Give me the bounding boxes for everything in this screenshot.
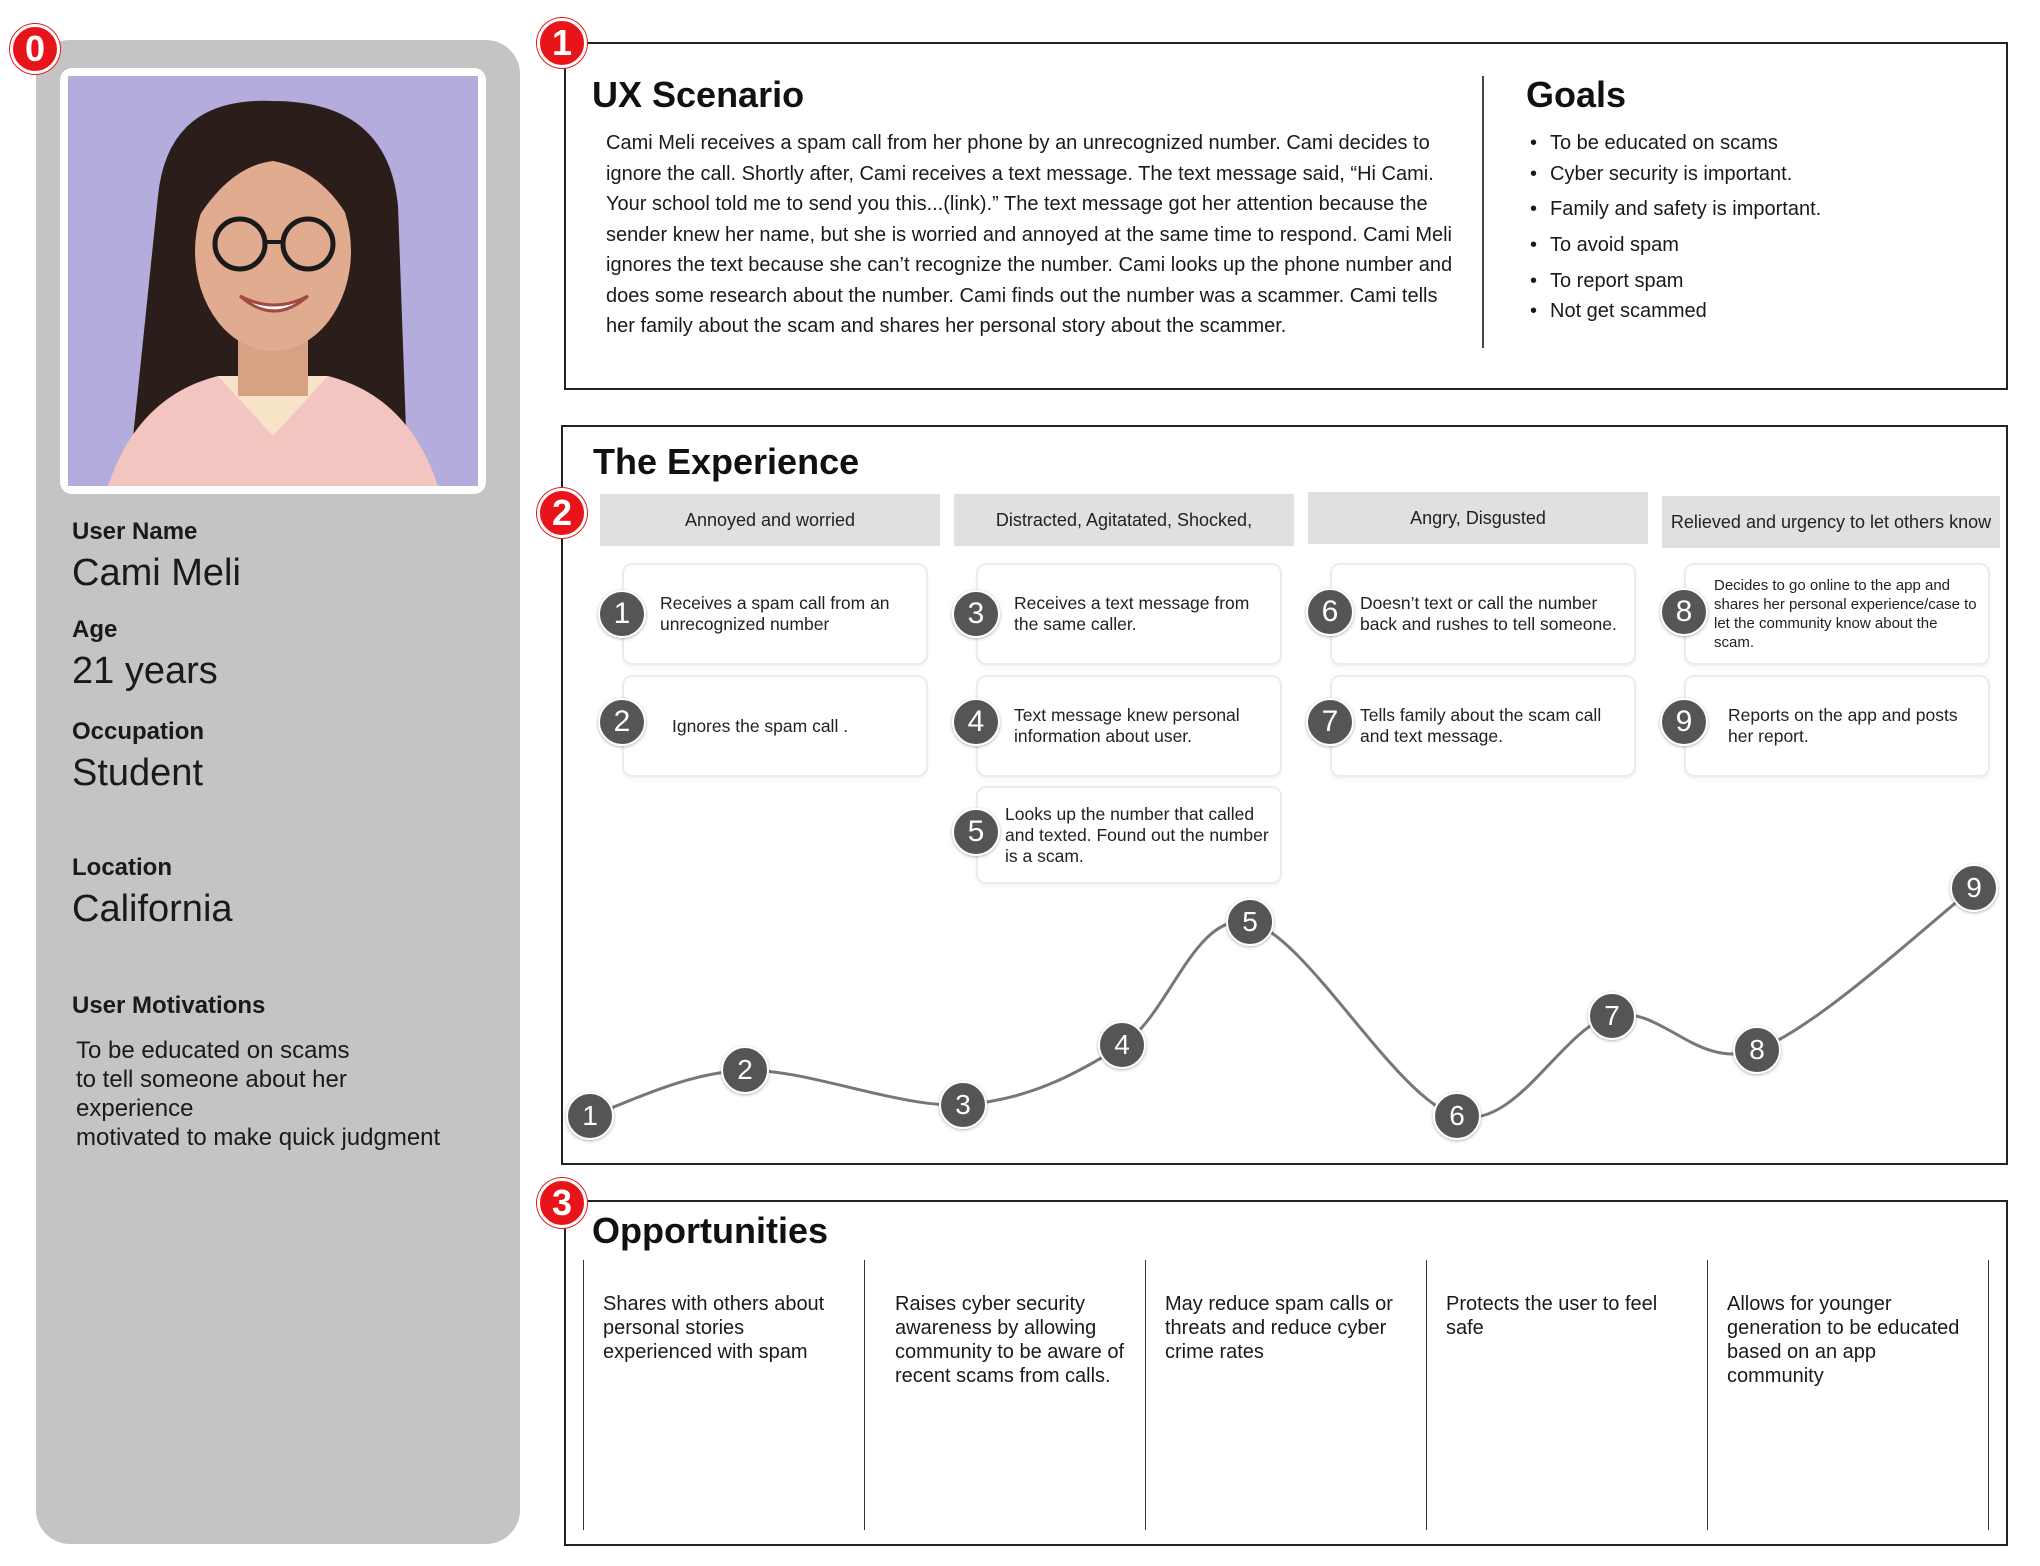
motivation-item: To be educated on scams — [76, 1037, 350, 1064]
goal-item: • To be educated on scams — [1530, 132, 1821, 163]
curve-point-8: 8 — [1733, 1026, 1781, 1074]
emotion-bar-4: Relieved and urgency to let others know — [1662, 496, 2000, 548]
opportunity-column-divider — [864, 1260, 865, 1530]
step-number-6: 6 — [1306, 588, 1354, 636]
opportunity-column-divider — [1707, 1260, 1708, 1530]
motivation-item: motivated to make quick judgment — [76, 1124, 441, 1151]
curve-point-4: 4 — [1098, 1021, 1146, 1069]
step-number-2: 2 — [598, 698, 646, 746]
step-number-5: 5 — [952, 808, 1000, 856]
motivation-item: to tell someone about her — [76, 1066, 347, 1093]
step-number-1: 1 — [598, 590, 646, 638]
curve-point-1: 1 — [566, 1092, 614, 1140]
user-name-label: User Name — [72, 518, 198, 545]
location-value: California — [72, 888, 233, 930]
goals-title: Goals — [1526, 74, 1627, 115]
step-number-9: 9 — [1660, 698, 1708, 746]
opportunity-item: Shares with others about personal stories experienced with spam — [603, 1293, 825, 1363]
step-text: Decides to go online to the app and shares her personal experience/case to let the community know about the scam. — [1714, 577, 1977, 651]
occupation-label: Occupation — [72, 718, 205, 745]
occupation-value: Student — [72, 752, 203, 794]
goal-item: • To avoid spam — [1530, 234, 1821, 270]
goal-item: • Not get scammed — [1530, 300, 1821, 333]
section-badge-1: 1 — [537, 18, 587, 68]
emotion-bar-2: Distracted, Agitatated, Shocked, — [954, 494, 1294, 546]
goal-item: • Cyber security is important. — [1530, 163, 1821, 198]
motivation-item: experience — [76, 1095, 194, 1122]
opportunity-column-divider — [1145, 1260, 1146, 1530]
opportunity-item: Protects the user to feel safe — [1446, 1293, 1658, 1339]
curve-point-6: 6 — [1433, 1092, 1481, 1140]
section-badge-0: 0 — [10, 24, 60, 74]
emotion-bar-3: Angry, Disgusted — [1308, 492, 1648, 544]
step-text: Doesn’t text or call the number back and rushes to tell someone. — [1360, 593, 1617, 634]
step-text: Receives a spam call from an unrecognized number — [660, 593, 890, 634]
age-label: Age — [72, 616, 118, 643]
step-text: Receives a text message from the same caller. — [1014, 593, 1250, 634]
step-text: Tells family about the scam call and text message. — [1360, 705, 1602, 746]
curve-point-7: 7 — [1588, 992, 1636, 1040]
goal-item: • To report spam — [1530, 270, 1821, 300]
opportunity-item: May reduce spam calls or threats and reduce cyber crime rates — [1165, 1293, 1393, 1363]
step-text: Ignores the spam call . — [672, 715, 849, 736]
step-number-8: 8 — [1660, 588, 1708, 636]
step-text: Looks up the number that called and texted. Found out the number is a scam. — [1005, 803, 1269, 866]
emotion-curve-line — [590, 888, 1974, 1118]
curve-point-5: 5 — [1226, 898, 1274, 946]
goal-item: • Family and safety is important. — [1530, 198, 1821, 234]
opportunity-column-divider — [583, 1260, 584, 1530]
user-name-value: Cami Meli — [72, 552, 241, 594]
section-badge-2: 2 — [537, 488, 587, 538]
scenario-title: UX Scenario — [592, 74, 805, 115]
experience-title: The Experience — [593, 441, 860, 482]
opportunity-item: Raises cyber security awareness by allowing community to be aware of recent scams from calls. — [895, 1293, 1124, 1387]
opportunities-title: Opportunities — [592, 1210, 828, 1251]
step-number-4: 4 — [952, 698, 1000, 746]
step-text: Reports on the app and posts her report. — [1728, 705, 1958, 746]
section-badge-3: 3 — [537, 1178, 587, 1228]
curve-point-3: 3 — [939, 1081, 987, 1129]
step-number-3: 3 — [952, 590, 1000, 638]
step-number-7: 7 — [1306, 698, 1354, 746]
step-text: Text message knew personal information about user. — [1014, 705, 1240, 746]
scenario-text: Cami Meli receives a spam call from her phone by an unrecognized number. Cami decides to ignore the call. Shortly after, Cami receives a text message. The text message said, “Hi Cami. Your school told me to send you this...(link).” The text message got her attention because the sender knew her name, but she is worried and annoyed at the same time to respond. Cami Meli ignores the text because she can’t recognize the number. Cami looks up the phone number and does some research about the number. Cami finds out the number was a scammer. Cami tells her family about the scam and shares her personal story about the scammer. — [606, 132, 1453, 337]
emotion-bar-1: Annoyed and worried — [600, 494, 940, 546]
opportunity-item: Allows for younger generation to be educated based on an app community — [1727, 1293, 1960, 1387]
curve-point-9: 9 — [1950, 864, 1998, 912]
curve-point-2: 2 — [721, 1046, 769, 1094]
location-label: Location — [72, 854, 172, 881]
opportunity-column-divider — [1426, 1260, 1427, 1530]
opportunity-column-divider — [1988, 1260, 1989, 1530]
motivations-label: User Motivations — [72, 992, 266, 1019]
age-value: 21 years — [72, 650, 218, 692]
